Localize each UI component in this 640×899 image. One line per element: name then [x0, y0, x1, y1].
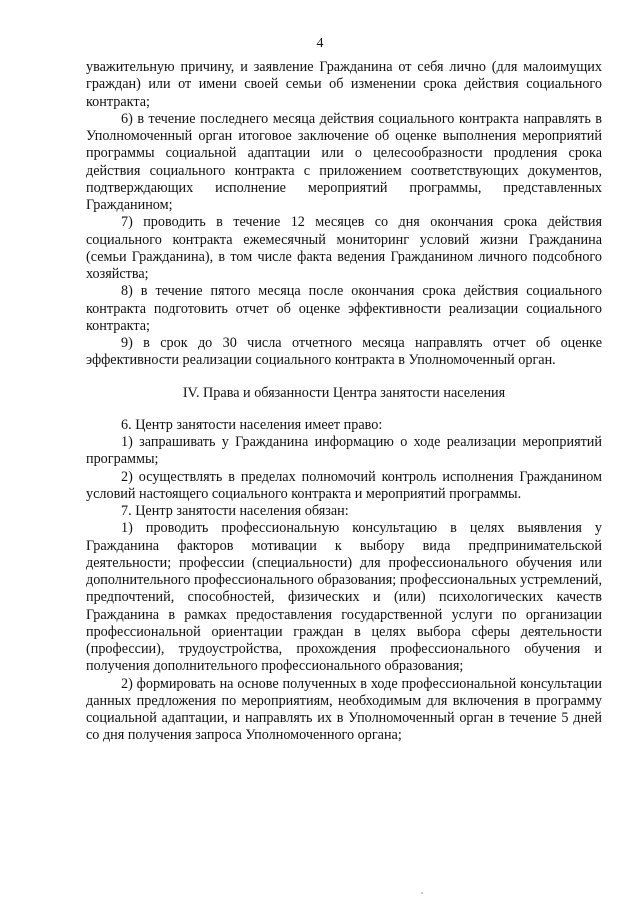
paragraph-clause-7: 7. Центр занятости населения обязан: [121, 503, 349, 519]
paragraph-item-9: 9) в срок до 30 числа отчетного месяца направлять отчет об оценке эффективности реализации социального контракта в Уполномоченный орган. [86, 335, 602, 369]
scan-speck [421, 892, 423, 894]
section-heading: IV. Права и обязанности Центра занятости населения [182, 384, 506, 401]
paragraph-duty-2: 2) формировать на основе полученных в ходе профессиональной консультации данных предложения по мероприятиям, необходимым для включения в программу социальной адаптации, и направлять их в Уполномоченный орган в течение 5 дней со дня получения запроса Уполномоченного органа; [86, 675, 602, 744]
paragraph-item-8: 8) в течение пятого месяца после окончания срока действия социального контракта подготовить отчет об оценке эффективности реализации социального контракта; [86, 283, 602, 334]
paragraph-right-2: 2) осуществлять в пределах полномочий контроль исполнения Гражданином условий настоящего социального контракта и мероприятий программы. [86, 468, 602, 502]
paragraph-clause-6: 6. Центр занятости населения имеет право: [121, 416, 383, 433]
paragraph-item-6: 6) в течение последнего месяца действия социального контракта направлять в Уполномоченный орган итоговое заключение об оценке выполнения мероприятий программы социальной адаптации или о целесообразности продления срока действия социального контракта с приложением соответствующих документов, подтверждающих исполнение мероприятий программы, представленных Гражданином; [86, 110, 602, 213]
document-body [86, 59, 602, 745]
page-number: 4 [316, 36, 324, 51]
paragraph-item-7: 7) проводить в течение 12 месяцев со дня окончания срока действия социального контракта ежемесячный мониторинг условий жизни Гражданина (семьи Гражданина), в том числе факта ведения Гражданином личного подсобного хозяйства; [86, 214, 602, 282]
paragraph-duty-1: 1) проводить профессиональную консультацию в целях выявления у Гражданина факторов мотивации к выбору вида предпринимательской деятельности; профессии (специальности) для профессионального обучения или дополнительного профессионального образования; профессиональных устремлений, предпочтений, способностей, физических и (или) психологических качеств Гражданина в рамках предоставления государственной услуги по организации профессиональной ориентации граждан в целях выбора сферы деятельности (профессии), трудоустройства, прохождения профессионального обучения и получения дополнительного профессионального образования; [86, 520, 602, 675]
paragraph-right-1: 1) запрашивать у Гражданина информацию о ходе реализации мероприятий программы; [86, 434, 602, 468]
paragraph-continuation: уважительную причину, и заявление Гражданина от себя лично (для малоимущих граждан) или от имени своей семьи об изменении срока действия социального контракта; [86, 59, 602, 110]
